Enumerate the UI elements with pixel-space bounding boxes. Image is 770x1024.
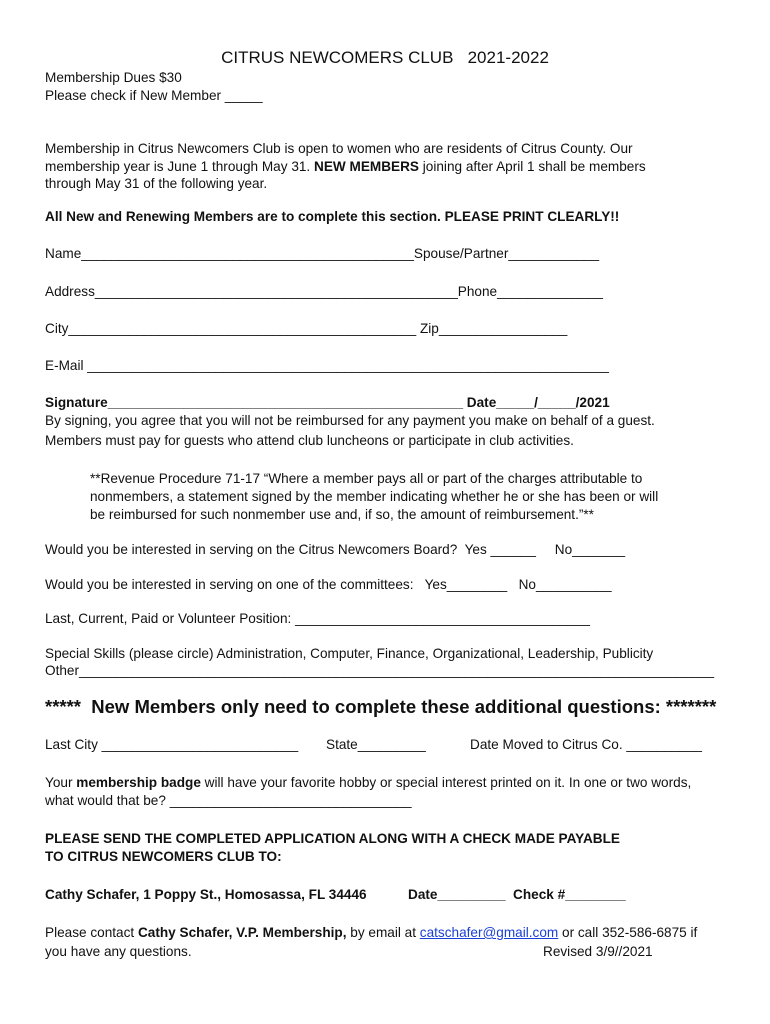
name-field[interactable]: Name____________________________________________Spouse/Partner____________ — [45, 246, 600, 261]
contact-post: or call 352-586-6875 if — [558, 925, 698, 940]
intro-line-3: through May 31 of the following year. — [45, 176, 268, 191]
signing-note-2: Members must pay for guests who attend club luncheons or participate in club activities. — [45, 433, 574, 448]
revised-date: Revised 3/9//2021 — [543, 944, 653, 959]
skills-other-field[interactable]: Other____________________________________________________________________________________ — [45, 663, 715, 678]
position-field[interactable]: Last, Current, Paid or Volunteer Position: _______________________________________ — [45, 611, 590, 626]
contact-mid: by email at — [346, 925, 420, 940]
intro-line-2-pre: membership year is June 1 through May 31. — [45, 159, 314, 174]
send-line-2: TO CITRUS NEWCOMERS CLUB TO: — [45, 849, 282, 864]
email-field[interactable]: E-Mail _____________________________________________________________________ — [45, 358, 609, 373]
badge-line-1 — [45, 775, 691, 791]
signing-note-1: By signing, you agree that you will not be reimbursed for any payment you make on behalf of a guest. — [45, 413, 655, 428]
intro-line-2-post: joining after April 1 shall be members — [418, 159, 646, 174]
contact-line-2: you have any questions. — [45, 944, 192, 959]
badge-post: will have your favorite hobby or special interest printed on it. In one or two words, — [200, 775, 692, 790]
new-members-heading: ***** New Members only need to complete these additional questions: ******* — [45, 696, 717, 717]
mailing-address: Cathy Schafer, 1 Poppy St., Homosassa, FL 34446 — [45, 887, 367, 902]
badge-bold: membership badge — [76, 775, 201, 790]
intro-line-2 — [45, 159, 646, 175]
last-city-field[interactable]: Last City __________________________ — [45, 737, 299, 752]
new-members-bold: NEW MEMBERS — [314, 159, 419, 174]
send-line-1: PLEASE SEND THE COMPLETED APPLICATION ALONG WITH A CHECK MADE PAYABLE — [45, 831, 620, 846]
address-field[interactable]: Address________________________________________________Phone______________ — [45, 284, 603, 299]
intro-line-1: Membership in Citrus Newcomers Club is open to women who are residents of Citrus County. Our — [45, 141, 633, 156]
contact-name: Cathy Schafer, V.P. Membership, — [137, 925, 347, 940]
skills-line[interactable]: Special Skills (please circle) Administration, Computer, Finance, Organizational, Leadership, Publicity — [45, 646, 654, 661]
new-member-check: Please check if New Member _____ — [45, 88, 263, 103]
committees-question[interactable]: Would you be interested in serving on one of the committees: Yes________ No__________ — [45, 577, 612, 592]
revenue-line-3: be reimbursed for such nonmember use and, if so, the amount of reimbursement.”** — [90, 507, 594, 522]
contact-pre: Please contact — [45, 925, 138, 940]
revenue-line-2: nonmembers, a statement signed by the member indicating whether he or she has been or will — [90, 489, 659, 504]
badge-field[interactable]: what would that be? ________________________________ — [45, 793, 412, 808]
page-title: CITRUS NEWCOMERS CLUB 2021-2022 — [221, 48, 549, 67]
section-instruction: All New and Renewing Members are to complete this section. PLEASE PRINT CLEARLY!! — [45, 209, 620, 224]
revenue-line-1: **Revenue Procedure 71-17 “Where a member pays all or part of the charges attributable to — [90, 471, 643, 486]
membership-dues: Membership Dues $30 — [45, 70, 182, 85]
contact-line-1 — [45, 925, 697, 941]
badge-pre: Your — [45, 775, 77, 790]
contact-email-link[interactable]: catschafer@gmail.com — [419, 925, 559, 940]
state-field[interactable]: State_________ — [326, 737, 426, 752]
date-check-field: Date_________ Check #________ — [408, 887, 626, 902]
city-field[interactable]: City______________________________________________ Zip_________________ — [45, 321, 568, 336]
date-moved-field[interactable]: Date Moved to Citrus Co. __________ — [470, 737, 702, 752]
signature-field[interactable]: Signature_______________________________________________ Date_____/_____/2021 — [45, 395, 610, 410]
board-question[interactable]: Would you be interested in serving on the Citrus Newcomers Board? Yes ______ No_______ — [45, 542, 626, 557]
